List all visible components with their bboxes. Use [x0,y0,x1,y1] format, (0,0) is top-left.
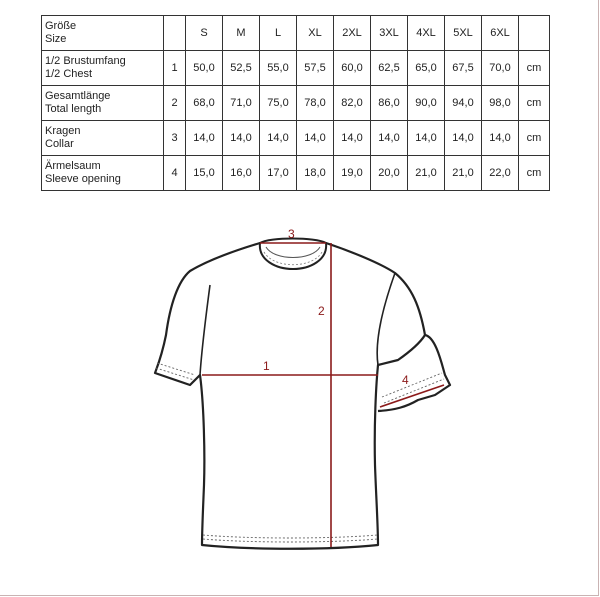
marker-length: 2 [318,304,325,318]
size-header-cell: M [223,16,260,51]
row-number: 3 [164,121,186,156]
row-label-cell [42,121,164,156]
value-cell: 78,0 [297,86,334,121]
row-label-en: Total length [45,103,102,115]
header-label-de: Größe [45,20,77,32]
value-cell: 18,0 [297,156,334,191]
tshirt-right-armhole-seam [377,273,395,365]
value-cell: 21,0 [445,156,482,191]
row-label-en: Sleeve opening [45,173,121,185]
value-cell: 90,0 [408,86,445,121]
value-cell: 57,5 [297,51,334,86]
size-header-cell: 2XL [334,16,371,51]
size-table [41,15,550,191]
value-cell: 14,0 [445,121,482,156]
row-label-de: 1/2 Brustumfang [45,55,126,67]
value-cell: 15,0 [186,156,223,191]
value-cell: 14,0 [186,121,223,156]
row-label-de: Gesamtlänge [45,90,111,102]
row-label-cell [42,156,164,191]
value-cell: 52,5 [223,51,260,86]
row-label-de: Kragen [45,125,81,137]
value-cell: 82,0 [334,86,371,121]
value-cell: 75,0 [260,86,297,121]
tshirt-measurement-diagram [140,225,460,560]
value-cell: 16,0 [223,156,260,191]
table-row-chest [42,51,550,86]
size-header-cell: L [260,16,297,51]
tshirt-bottom-hem [203,535,377,542]
header-label-en: Size [45,33,67,45]
tshirt-right-shoulder [326,243,425,335]
value-cell: 14,0 [334,121,371,156]
value-cell: 55,0 [260,51,297,86]
row-number: 1 [164,51,186,86]
row-label-cell [42,51,164,86]
unit-cell: cm [519,51,550,86]
size-header-cell: 6XL [482,16,519,51]
value-cell: 65,0 [408,51,445,86]
value-cell: 17,0 [260,156,297,191]
value-cell: 14,0 [482,121,519,156]
value-cell: 20,0 [371,156,408,191]
table-row-collar [42,121,550,156]
value-cell: 60,0 [334,51,371,86]
value-cell: 68,0 [186,86,223,121]
tshirt-left-armhole-seam [200,285,210,375]
table-row-length [42,86,550,121]
tshirt-left-sleeve-hem [156,363,195,380]
value-cell: 94,0 [445,86,482,121]
value-cell: 62,5 [371,51,408,86]
size-header-cell: 4XL [408,16,445,51]
marker-chest: 1 [263,359,270,373]
header-label-cell [42,16,164,51]
marker-sleeve: 4 [402,373,409,387]
row-label-de: Ärmelsaum [45,160,101,172]
row-label-en: Collar [45,138,74,150]
size-header-cell: XL [297,16,334,51]
value-cell: 86,0 [371,86,408,121]
row-number: 4 [164,156,186,191]
header-num-cell [164,16,186,51]
value-cell: 67,5 [445,51,482,86]
value-cell: 14,0 [297,121,334,156]
value-cell: 71,0 [223,86,260,121]
header-unit-cell [519,16,550,51]
unit-cell: cm [519,86,550,121]
value-cell: 70,0 [482,51,519,86]
value-cell: 14,0 [408,121,445,156]
table-row-sleeve [42,156,550,191]
unit-cell: cm [519,121,550,156]
value-cell: 21,0 [408,156,445,191]
row-label-cell [42,86,164,121]
value-cell: 50,0 [186,51,223,86]
size-header-cell: S [186,16,223,51]
tshirt-outline [155,243,450,549]
value-cell: 14,0 [223,121,260,156]
row-number: 2 [164,86,186,121]
size-table-header-row [42,16,550,51]
value-cell: 14,0 [260,121,297,156]
row-label-en: 1/2 Chest [45,68,93,80]
value-cell: 22,0 [482,156,519,191]
marker-collar: 3 [288,227,295,241]
size-header-cell: 3XL [371,16,408,51]
size-header-cell: 5XL [445,16,482,51]
value-cell: 98,0 [482,86,519,121]
value-cell: 19,0 [334,156,371,191]
unit-cell: cm [519,156,550,191]
value-cell: 14,0 [371,121,408,156]
